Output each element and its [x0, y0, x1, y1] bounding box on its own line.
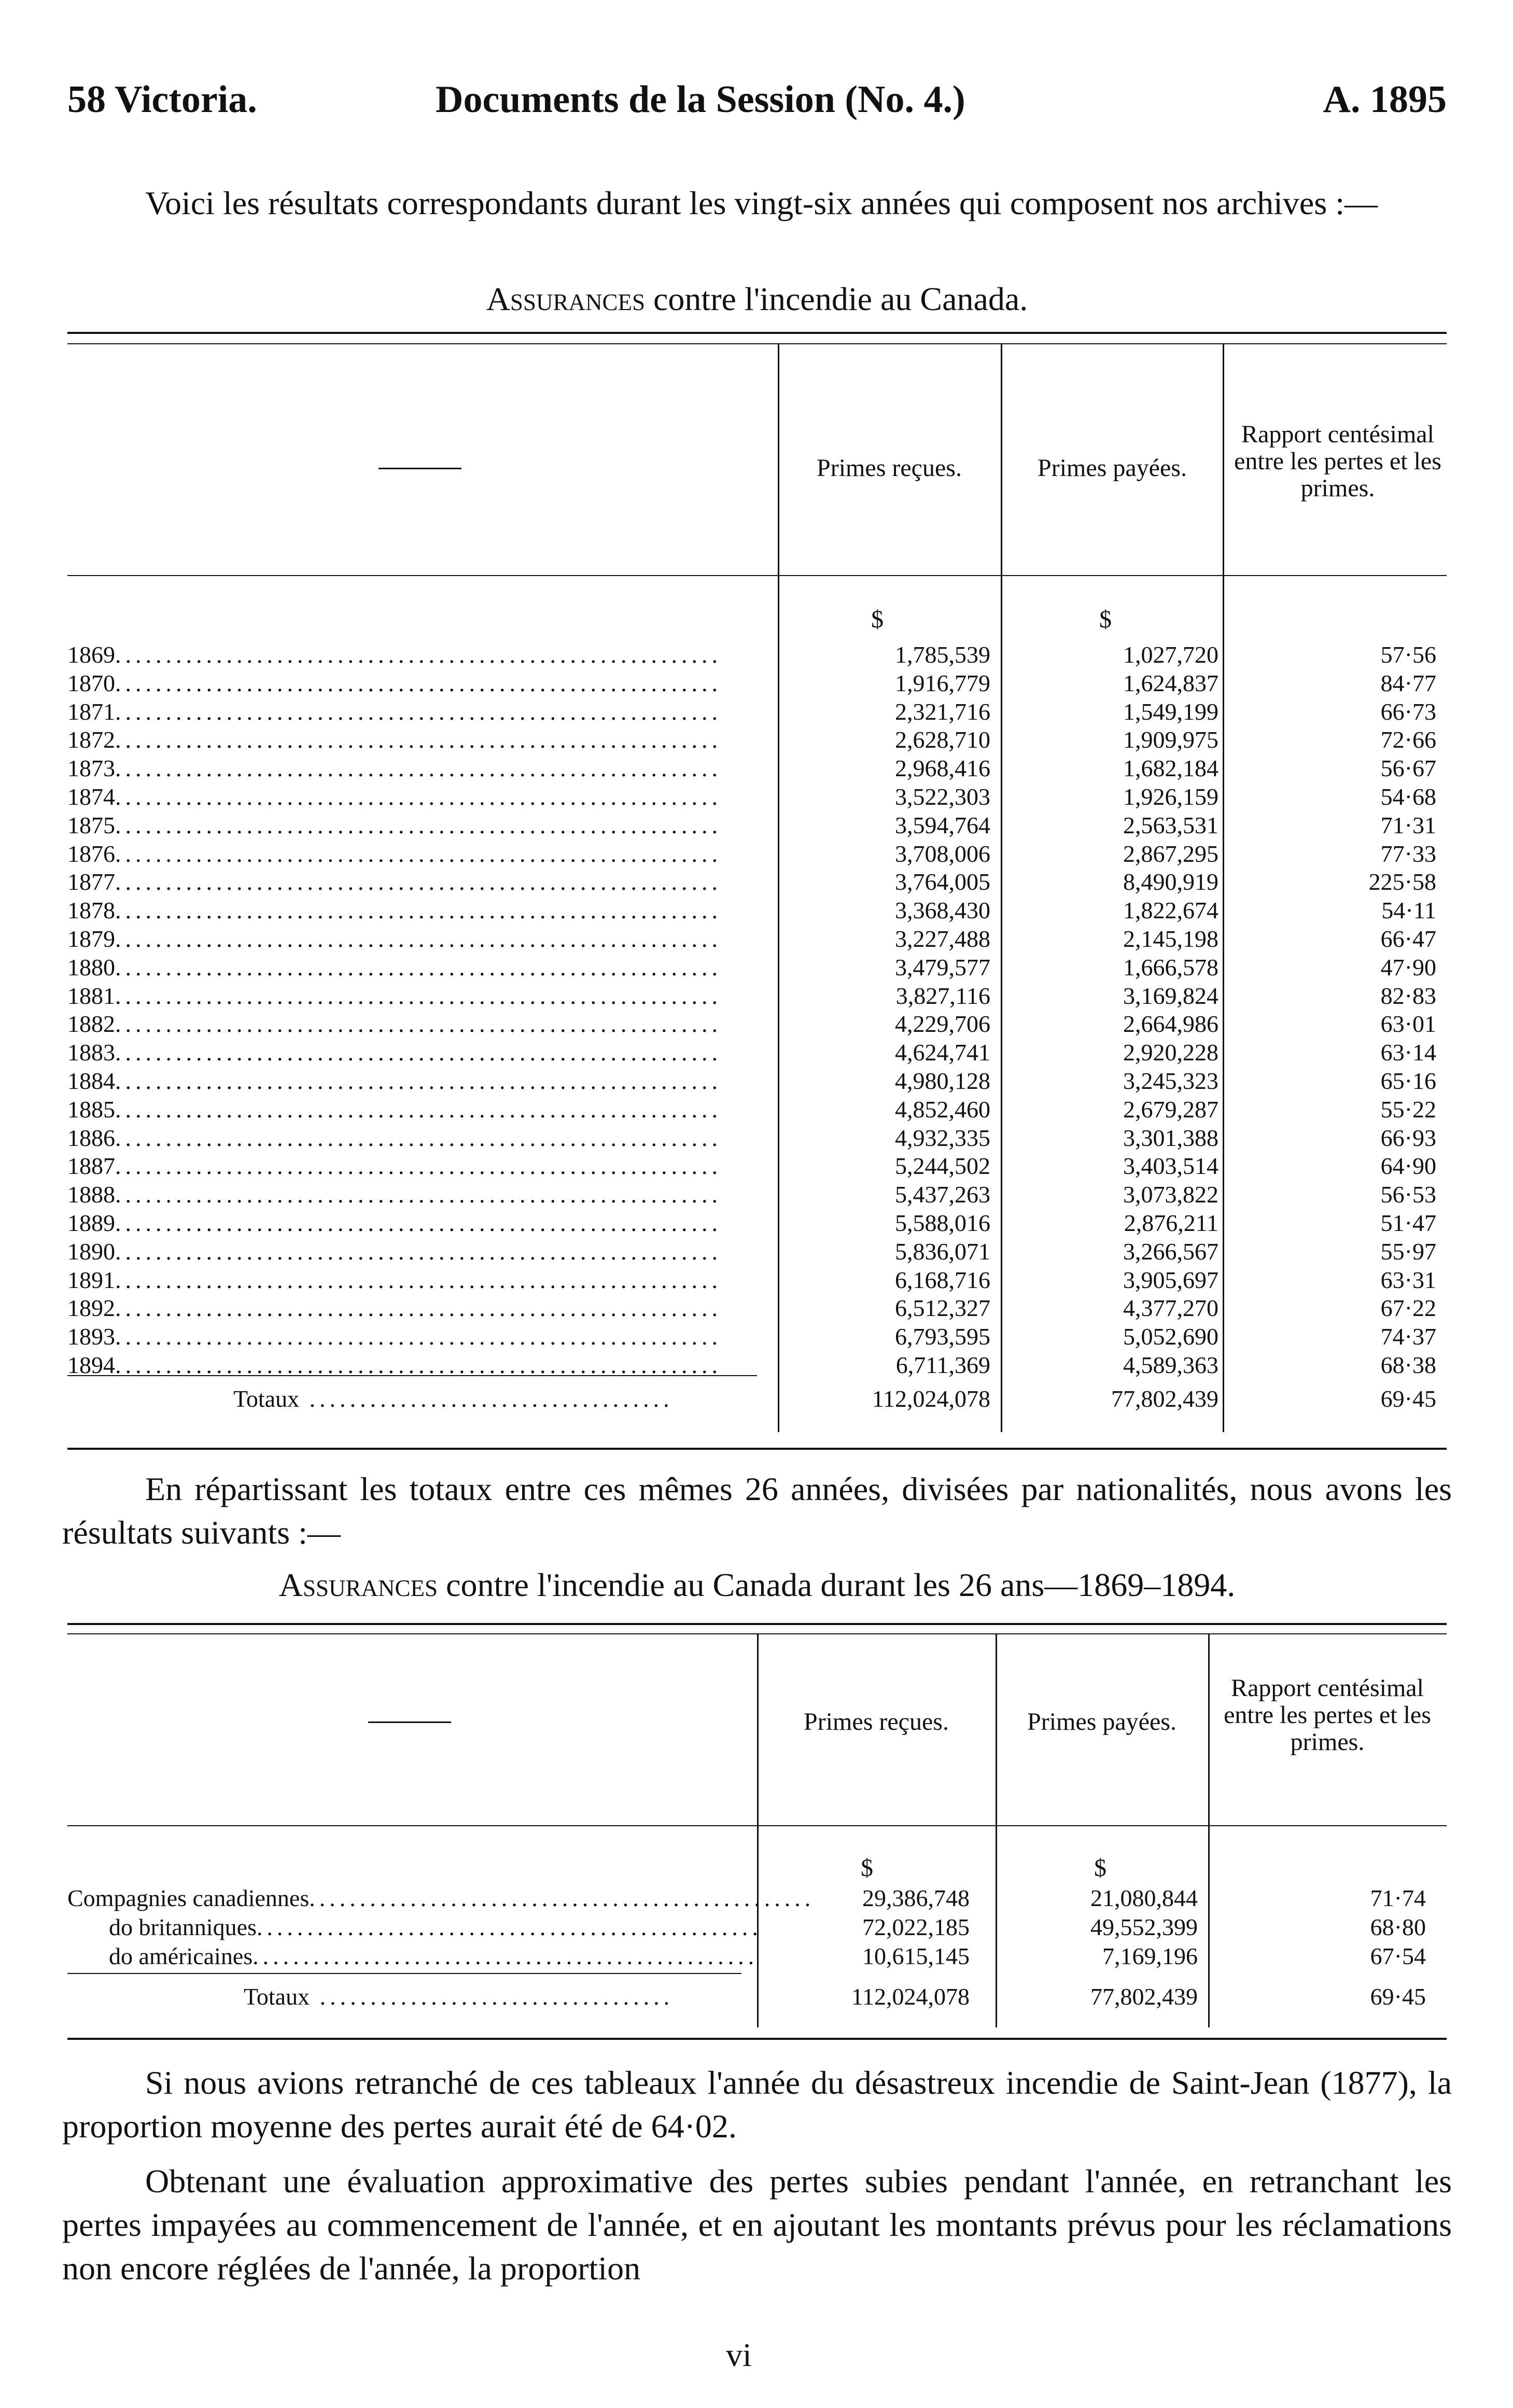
table1-row-primes-payees: 2,867,295: [1123, 840, 1218, 867]
table1-totals-label: Totaux ....................................: [233, 1385, 674, 1412]
table1-row-primes-recues: 3,827,116: [895, 982, 990, 1009]
table1-row-year: 1875............................................................: [67, 811, 722, 838]
table1-row-year: 1892............................................................: [67, 1295, 722, 1322]
table2-row-primes-payees: 7,169,196: [1102, 1943, 1198, 1969]
table1-row: [67, 1125, 1447, 1152]
table1-row-primes-recues: 3,368,430: [895, 897, 990, 924]
table2-row-primes-recues: 29,386,748: [862, 1885, 970, 1911]
table1-row-primes-payees: 3,301,388: [1123, 1124, 1218, 1151]
table1-bottom-rule: [67, 1448, 1447, 1450]
table2-bottom-rule: [67, 2038, 1447, 2040]
table1-row-primes-recues: 4,980,128: [895, 1068, 990, 1094]
table1-row-primes-payees: 1,909,975: [1123, 726, 1218, 753]
table1-row: [67, 897, 1447, 924]
table1-row-primes-recues: 4,229,706: [895, 1011, 990, 1038]
table1-row-rapport: 82·83: [1380, 982, 1436, 1009]
table1-row: [67, 1153, 1447, 1180]
table1-row-rapport: 55·97: [1380, 1238, 1436, 1265]
table1-row: [67, 926, 1447, 953]
table1-row: [67, 1011, 1447, 1038]
fire-insurance-table: [67, 343, 1447, 1448]
page-folio: vi: [726, 2336, 752, 2373]
table1-row-primes-payees: 2,679,287: [1123, 1096, 1218, 1123]
table1-row-rapport: 225·58: [1368, 869, 1436, 895]
header-session: 58 Victoria.: [67, 78, 257, 121]
header-year: A. 1895: [1323, 78, 1447, 121]
table1-row: [67, 783, 1447, 810]
table1-row-rapport: 54·11: [1381, 897, 1436, 924]
table1-row: [67, 641, 1447, 668]
table2-totals-rule: [67, 1973, 741, 1974]
table1-row-primes-payees: 1,682,184: [1123, 755, 1218, 782]
table2-totals-recues: 112,024,078: [851, 1983, 970, 2010]
table2-totals-payees: 77,802,439: [1090, 1983, 1198, 2010]
nationality-insurance-table: [67, 1633, 1447, 2038]
page-header: [67, 78, 1447, 140]
table1-row-primes-payees: 1,666,578: [1123, 954, 1218, 981]
table1-row: [67, 1068, 1447, 1095]
table1-row-rapport: 66·93: [1380, 1124, 1436, 1151]
table1-row: [67, 841, 1447, 867]
table1-row-primes-recues: 6,168,716: [895, 1266, 990, 1293]
table1-row-primes-payees: 3,245,323: [1123, 1068, 1218, 1094]
table1-row-year: 1883............................................................: [67, 1039, 722, 1066]
table1-row-primes-payees: 3,266,567: [1123, 1238, 1218, 1265]
table1-row-primes-payees: 3,905,697: [1123, 1266, 1218, 1293]
table1-row-rapport: 67·22: [1380, 1295, 1436, 1322]
table1-row-year: 1871............................................................: [67, 698, 722, 725]
table1-row-rapport: 64·90: [1380, 1153, 1436, 1180]
table1-row-primes-recues: 3,764,005: [895, 869, 990, 895]
table1-row-year: 1893............................................................: [67, 1323, 722, 1350]
table1-row-year: 1884............................................................: [67, 1068, 722, 1094]
table1-row-rapport: 55·22: [1380, 1096, 1436, 1123]
table1-row-year: 1882............................................................: [67, 1011, 722, 1038]
table1-row-primes-recues: 2,628,710: [895, 726, 990, 753]
table2-row-primes-recues: 10,615,145: [862, 1943, 970, 1969]
table1-row-primes-recues: 3,227,488: [895, 926, 990, 952]
table1-row-rapport: 65·16: [1380, 1068, 1436, 1094]
table2-row-primes-payees: 49,552,399: [1090, 1914, 1198, 1940]
table1-row-year: 1878............................................................: [67, 897, 722, 924]
table1-row-primes-recues: 1,785,539: [895, 641, 990, 668]
table1-row-rapport: 66·47: [1380, 926, 1436, 952]
middle-paragraph: En répartissant les totaux entre ces mêmes 26 années, divisées par nationalités, nous avons les résultats suivants :—: [62, 1471, 1452, 1551]
table1-row: [67, 1267, 1447, 1294]
table1-row: [67, 1210, 1447, 1237]
table1-row: [67, 1181, 1447, 1208]
table1-row: [67, 954, 1447, 981]
table2-top-rule: [67, 1623, 1447, 1625]
table2-header-primes-recues: Primes reçues.: [804, 1708, 949, 1735]
table1-row: [67, 698, 1447, 725]
table1-row-primes-payees: 4,589,363: [1123, 1352, 1218, 1378]
table1-row-rapport: 71·31: [1380, 811, 1436, 838]
table2-caption-text: contre l'incendie au Canada durant les 26 ans—1869–1894.: [438, 1566, 1236, 1603]
table1-row-primes-payees: 1,822,674: [1123, 897, 1218, 924]
table1-row-year: 1877............................................................: [67, 869, 722, 895]
table1-totals-payees: 77,802,439: [1111, 1385, 1218, 1412]
table1-row-primes-recues: 6,512,327: [895, 1295, 990, 1322]
table2-row-label: Compagnies canadiennes..................................................: [67, 1885, 815, 1911]
table1-row-rapport: 47·90: [1380, 954, 1436, 981]
table1-top-rule: [67, 332, 1447, 334]
table1-currency-recues: $: [871, 606, 884, 633]
table1-row-primes-payees: 1,926,159: [1123, 783, 1218, 810]
table1-row-primes-recues: 5,437,263: [895, 1181, 990, 1208]
table1-row-rapport: 77·33: [1380, 840, 1436, 867]
table1-row: [67, 869, 1447, 895]
table1-row-primes-recues: 3,708,006: [895, 840, 990, 867]
table1-row-rapport: 51·47: [1380, 1210, 1436, 1236]
table2-stub-dash: [368, 1721, 451, 1723]
table1-header-primes-payees: Primes payées.: [1038, 454, 1187, 482]
table1-row-year: 1889............................................................: [67, 1210, 722, 1236]
table1-row-rapport: 56·67: [1380, 755, 1436, 782]
table1-row-year: 1880............................................................: [67, 954, 722, 981]
intro-paragraph: Voici les résultats correspondants durant les vingt-six années qui composent nos archives :—: [145, 185, 1378, 221]
table1-row: [67, 1295, 1447, 1322]
table1-row: [67, 1238, 1447, 1265]
table1-row-primes-payees: 2,664,986: [1123, 1011, 1218, 1038]
table1-row-primes-payees: 5,052,690: [1123, 1323, 1218, 1350]
table1-row-primes-payees: 8,490,919: [1123, 869, 1218, 895]
table1-row-year: 1879............................................................: [67, 926, 722, 952]
closing-paragraph-1: Si nous avions retranché de ces tableaux l'année du désastreux incendie de Saint-Jean (1877), la proportion moyenne des pertes aurait été de 64·02.: [62, 2064, 1452, 2145]
table1-row-rapport: 72·66: [1380, 726, 1436, 753]
table1-row-year: 1888............................................................: [67, 1181, 722, 1208]
table1-row-year: 1887............................................................: [67, 1153, 722, 1180]
table2-currency-recues: $: [861, 1854, 873, 1882]
table1-row-rapport: 66·73: [1380, 698, 1436, 725]
table1-row-primes-recues: 2,968,416: [895, 755, 990, 782]
table1-row-primes-recues: 5,836,071: [895, 1238, 990, 1265]
table1-row-year: 1894............................................................: [67, 1352, 722, 1378]
table1-totals-rule: [67, 1375, 757, 1376]
table1-stub-dash: [379, 468, 461, 469]
table1-row-primes-recues: 6,711,369: [895, 1352, 990, 1378]
closing-paragraph-2: Obtenant une évaluation approximative des pertes subies pendant l'année, en retranchant les pertes impayées au commencement de l'année, et en ajoutant les montants prévus pour les réclamations non encore réglées de l'année, la proportion: [62, 2163, 1452, 2287]
table2-currency-payees: $: [1094, 1854, 1106, 1882]
table1-row-primes-payees: 1,624,837: [1123, 669, 1218, 696]
table1-header-primes-recues: Primes reçues.: [817, 454, 962, 482]
table1-header-rapport: Rapport centésimal entre les pertes et les primes.: [1234, 421, 1441, 502]
table1-row-primes-recues: 5,244,502: [895, 1153, 990, 1180]
table1-row-primes-payees: 2,920,228: [1123, 1039, 1218, 1066]
table1-row: [67, 983, 1447, 1010]
table1-row-year: 1872............................................................: [67, 726, 722, 753]
table1-row-primes-recues: 4,852,460: [895, 1096, 990, 1123]
table1-row-rapport: 68·38: [1380, 1352, 1436, 1378]
table1-totals-row: [67, 1385, 1447, 1412]
table1-row: [67, 1096, 1447, 1123]
table1-row-year: 1869............................................................: [67, 641, 722, 668]
table2-totals-row: [67, 1983, 1447, 2010]
table2-row-rapport: 71·74: [1370, 1885, 1426, 1911]
table1-row-primes-payees: 3,169,824: [1123, 982, 1218, 1009]
table1-row-rapport: 63·31: [1380, 1266, 1436, 1293]
table1-header-rule: [67, 575, 1447, 576]
table1-row-rapport: 63·14: [1380, 1039, 1436, 1066]
table2-row: [67, 1943, 1447, 1970]
header-document-title: Documents de la Session (No. 4.): [436, 78, 965, 121]
table1-row-primes-payees: 2,876,211: [1124, 1210, 1218, 1236]
table1-row-primes-recues: 3,479,577: [895, 954, 990, 981]
table1-row-primes-recues: 3,594,764: [895, 811, 990, 838]
table1-row-primes-payees: 4,377,270: [1123, 1295, 1218, 1322]
table2-header-rapport: Rapport centésimal entre les pertes et les primes.: [1224, 1674, 1431, 1756]
table1-row-primes-recues: 4,932,335: [895, 1124, 990, 1151]
table1-row-primes-recues: 4,624,741: [895, 1039, 990, 1066]
table1-totals-recues: 112,024,078: [872, 1385, 990, 1412]
table1-caption-text: contre l'incendie au Canada.: [645, 281, 1028, 317]
table2-row-label: do britanniques..................................................: [109, 1914, 762, 1940]
table1-row-year: 1890............................................................: [67, 1238, 722, 1265]
table1-totals-rapport: 69·45: [1380, 1385, 1436, 1412]
table1-row-primes-payees: 1,549,199: [1123, 698, 1218, 725]
table2-header-rule: [67, 1825, 1447, 1826]
table1-row-primes-payees: 1,027,720: [1123, 641, 1218, 668]
table2-row: [67, 1885, 1447, 1912]
table1-row-primes-recues: 3,522,303: [895, 783, 990, 810]
table1-row: [67, 1039, 1447, 1066]
table1-row-primes-recues: 1,916,779: [895, 669, 990, 696]
table2-row-primes-recues: 72,022,185: [862, 1914, 970, 1940]
table1-row-rapport: 57·56: [1380, 641, 1436, 668]
table2-row-rapport: 68·80: [1370, 1914, 1426, 1940]
table1-row-rapport: 74·37: [1380, 1323, 1436, 1350]
table1-row-year: 1870............................................................: [67, 669, 722, 696]
table1-row-primes-payees: 3,073,822: [1123, 1181, 1218, 1208]
table1-row: [67, 726, 1447, 753]
table1-row-rapport: 56·53: [1380, 1181, 1436, 1208]
table1-row: [67, 755, 1447, 782]
table2-row-primes-payees: 21,080,844: [1090, 1885, 1198, 1911]
table1-row: [67, 670, 1447, 697]
table1-caption: [62, 280, 1452, 318]
table1-row-primes-recues: 6,793,595: [895, 1323, 990, 1350]
table1-row-year: 1876............................................................: [67, 840, 722, 867]
table1-caption-small-caps: Assurances: [486, 281, 645, 317]
table1-row: [67, 1323, 1447, 1350]
table1-row-year: 1885............................................................: [67, 1096, 722, 1123]
table1-row: [67, 812, 1447, 839]
table1-row-year: 1891............................................................: [67, 1266, 722, 1293]
table1-row-rapport: 84·77: [1380, 669, 1436, 696]
table2-row: [67, 1914, 1447, 1941]
table1-row-year: 1873............................................................: [67, 755, 722, 782]
table1-row-primes-recues: 2,321,716: [895, 698, 990, 725]
table1-row-primes-payees: 3,403,514: [1123, 1153, 1218, 1180]
table1-row-rapport: 63·01: [1380, 1011, 1436, 1038]
table2-header-primes-payees: Primes payées.: [1027, 1708, 1176, 1735]
table1-row-primes-recues: 5,588,016: [895, 1210, 990, 1236]
table1-row-primes-payees: 2,563,531: [1123, 811, 1218, 838]
table2-row-rapport: 67·54: [1370, 1943, 1426, 1969]
table1-row-year: 1874............................................................: [67, 783, 722, 810]
table1-row-primes-payees: 2,145,198: [1123, 926, 1218, 952]
table1-row-year: 1881............................................................: [67, 982, 722, 1009]
table1-row-rapport: 54·68: [1380, 783, 1436, 810]
table2-totals-label: Totaux ...................................: [244, 1983, 674, 2010]
table2-totals-rapport: 69·45: [1370, 1983, 1426, 2010]
table2-caption: [62, 1566, 1452, 1604]
table2-row-label: do américaines..................................................: [109, 1943, 759, 1969]
table1-currency-payees: $: [1099, 606, 1112, 633]
table1-row-year: 1886............................................................: [67, 1124, 722, 1151]
table2-caption-small-caps: Assurances: [278, 1566, 438, 1603]
